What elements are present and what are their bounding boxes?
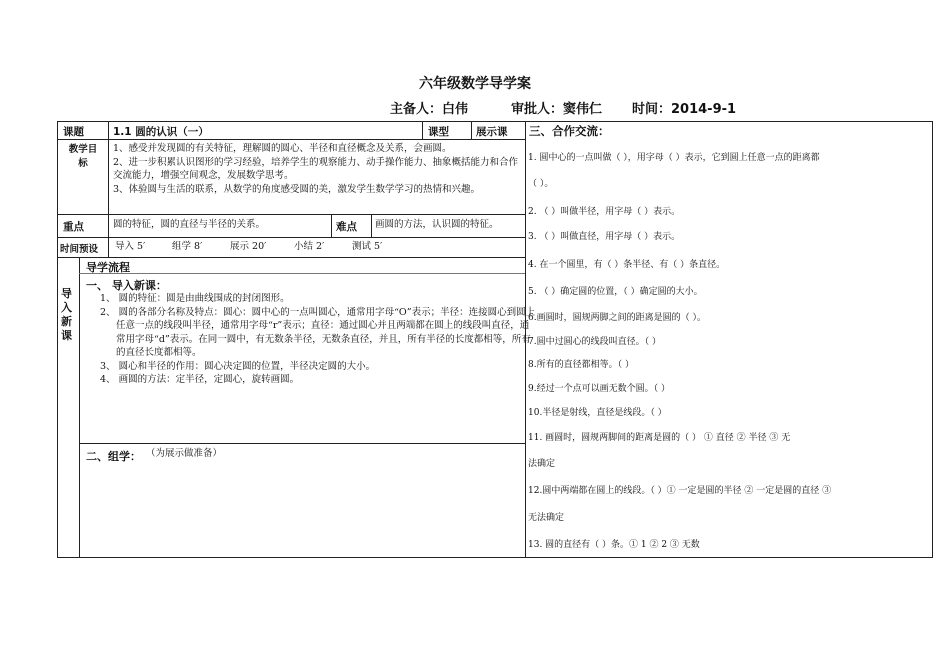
page-title: 六年级数学导学案 [419, 76, 531, 92]
goal-item: 2、进一步积累认识图形的学习经验，培养学生的观察能力、动手操作能力、抽象概括能力和合作交流能力，增强空间观念，发展数学思考。 [113, 156, 519, 181]
question-11: 11. 画圆时，圆规两脚间的距离是圆的（ ） ① 直径 ② 半径 ③ 无 [528, 433, 791, 443]
question-13: 13. 圆的直径有（ ）条。① 1 ② 2 ③ 无数 [528, 540, 700, 550]
question-11-cont: 法确定 [528, 459, 556, 469]
row-line [79, 443, 525, 444]
cell-divider [331, 214, 332, 237]
row-line [79, 273, 525, 274]
intro-vertical-label: 导入新课 [61, 287, 72, 342]
question-2: 2. （ ）叫做半径，用字母（ ）表示。 [528, 207, 681, 217]
preparer: 主备人：白伟 [390, 102, 469, 117]
flow-label-line [79, 257, 80, 558]
lesson-type-label: 课型 [428, 126, 449, 138]
lesson-type-value: 展示课 [476, 126, 508, 138]
row-line [57, 237, 525, 238]
intro-item: 2、 圆的各部分名称及特点：圆心：圆中心的一点叫圆心，通常用字母“O”表示；半径：连接圆心到圆上任意一点的线段叫半径，通常用字母“r”表示；直径：通过圆心并且两端都在圆上的线段叫直径，通常用字母“d”表示。在同一圆中，有无数条半径，无数条直径，并且，所有半径的长度都相等，所有的直径长度都相等。 [100, 306, 536, 358]
question-10: 10.半径是射线，直径是线段。（ ） [528, 408, 667, 418]
topic-value: 1.1 圆的认识（一） [113, 126, 209, 138]
section-1-title: 一、 导入新课： [86, 279, 167, 292]
cell-divider [371, 214, 372, 237]
topic-label: 课题 [63, 126, 84, 138]
flow-header: 导学流程 [86, 261, 130, 274]
question-1: 1. 圆中心的一点叫做（ ），用字母（ ）表示，它到圆上任意一点的距离都 [528, 153, 820, 163]
question-8: 8.所有的直径都相等。（ ） [528, 360, 634, 370]
goal-item: 1、感受并发现圆的有关特征，理解圆的圆心、半径和直径概念及关系，会画圆。 [113, 143, 452, 154]
difficulty-value: 画圆的方法，认识圆的特征。 [375, 219, 499, 230]
intro-item: 4、 画圆的方法：定半径，定圆心，旋转画圆。 [100, 374, 300, 385]
row-line [57, 257, 525, 258]
section-2-title: 二、组学： [86, 450, 141, 463]
intro-item: 3、 圆心和半径的作用：圆心决定圆的位置，半径决定圆的大小。 [100, 360, 376, 372]
question-4: 4. 在一个圆里，有（ ）条半径、有（ ）条直径。 [528, 260, 726, 270]
goals-label: 教学目标 [68, 144, 98, 169]
goal-item: 3、体验圆与生活的联系，从数学的角度感受圆的美，激发学生数学学习的热情和兴趣。 [113, 183, 481, 195]
question-5: 5. （ ）确定圆的位置，（ ）确定圆的大小。 [528, 287, 703, 297]
question-3: 3. （ ）叫做直径，用字母（ ）表示。 [528, 232, 681, 242]
difficulty-label: 难点 [336, 221, 357, 233]
cell-divider [422, 121, 423, 139]
question-9: 9.经过一个点可以画无数个圆。（ ） [528, 384, 670, 394]
time-plan-item: 展示 20′ [230, 241, 267, 252]
intro-item: 1、 圆的特征：圆是由曲线围成的封闭图形。 [100, 293, 290, 304]
cooperate-title: 三、合作交流： [529, 124, 610, 138]
question-7: 7.圆中过圆心的线段叫直径。（ ） [528, 337, 661, 347]
key-point-label: 重点 [63, 221, 84, 233]
question-12: 12.圆中两端都在圆上的线段。（ ）① 一定是圆的半径 ② 一定是圆的直径 ③ [528, 486, 832, 496]
time-plan-item: 测试 5′ [352, 241, 383, 252]
question-6: 6.画圆时，圆规两脚之间的距离是圆的（ ）。 [528, 313, 706, 323]
row-line [57, 139, 525, 140]
time-plan-label: 时间预设 [60, 244, 99, 255]
question-12-cont: 无法确定 [528, 513, 565, 523]
time-plan-item: 小结 2′ [294, 241, 325, 252]
row-line [57, 214, 525, 215]
approver: 审批人：窦伟仁 [511, 102, 603, 117]
question-1-cont: （ ）。 [528, 179, 554, 189]
section-2-note: （为展示做准备） [146, 448, 223, 459]
date: 时间：2014-9-1 [632, 102, 737, 117]
time-plan-item: 导入 5′ [115, 241, 146, 252]
key-point-value: 圆的特征，圆的直径与半径的关系。 [113, 219, 266, 230]
time-plan-item: 组学 8′ [172, 241, 203, 252]
cell-divider [471, 121, 472, 139]
